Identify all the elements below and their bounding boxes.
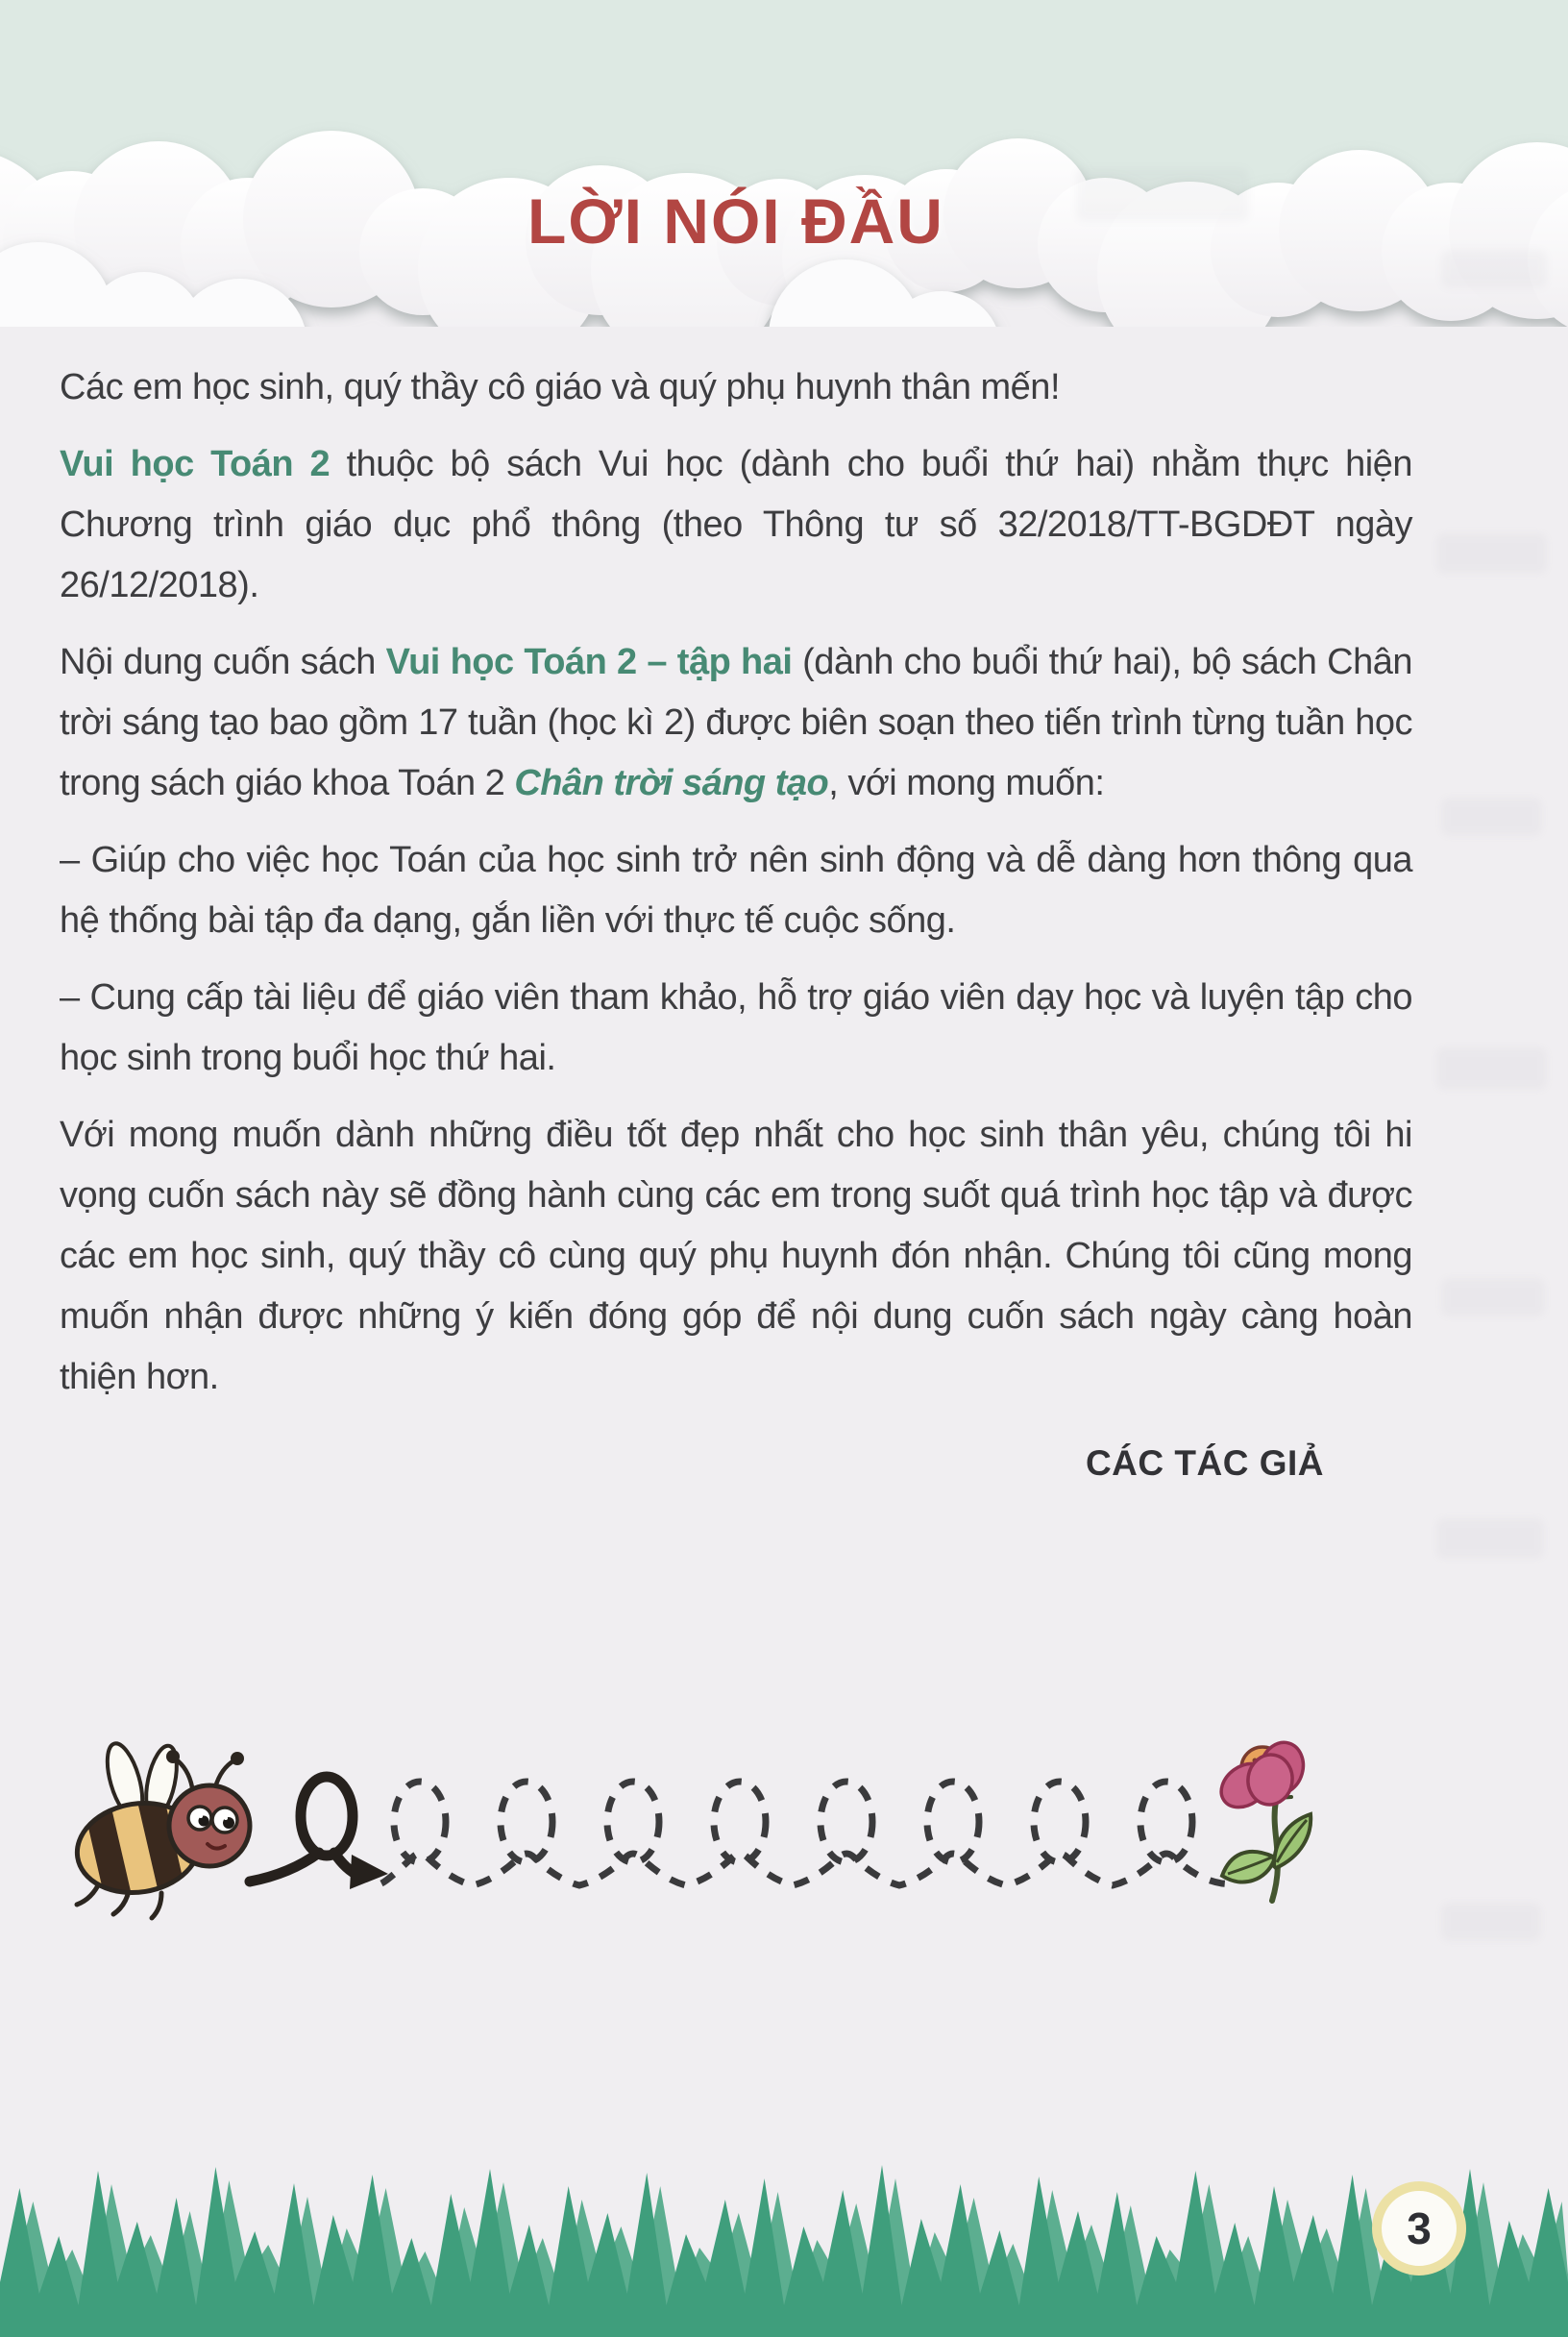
page-title: LỜI NÓI ĐẦU: [527, 185, 944, 257]
greeting-text: Các em học sinh, quý thầy cô giáo và quý phụ huynh thân mến!: [60, 367, 1060, 407]
overview-post: , với mong muốn:: [828, 763, 1105, 803]
dashed-loop-flight-path: [381, 1782, 1234, 1885]
flight-scene-illustration: [0, 1730, 1568, 1951]
paragraph-book-intro-text: thuộc bộ sách Vui học (dành cho buổi thứ hai) nhằm thực hiện Chương trình giáo dục phổ thông (theo Thông tư số 32/2018/TT-BGDĐT ngày 26/12/2018).: [60, 444, 1412, 605]
bleed-through-smudge: [1436, 1047, 1547, 1090]
series-name-highlight: Chân trời sáng tạo: [514, 763, 829, 803]
overview-mid: (dành cho buổi thứ hai), bộ sách Chân trời sáng tạo bao gồm 17 tuần (học kì 2) được biên soạn theo tiến trình từng tuần học trong sách giáo khoa Toán 2: [60, 642, 1412, 803]
flight-path-solid-loop: [250, 1777, 388, 1889]
page-number: 3: [1407, 2203, 1432, 2253]
paragraph-goal-2: [60, 968, 1412, 1089]
book-name-highlight: Vui học Toán 2: [60, 444, 331, 484]
paragraph-closing: [60, 1105, 1412, 1408]
bleed-through-smudge: [1441, 250, 1547, 288]
bee-icon: [69, 1739, 250, 1918]
cloud-border-decoration: [0, 0, 1568, 327]
closing-text: Với mong muốn dành những điều tốt đẹp nhất cho học sinh thân yêu, chúng tôi hi vọng cuốn sách này sẽ đồng hành cùng các em trong suốt quá trình học tập và được các em học sinh, quý thầy cô cùng quý phụ huynh đón nhận. Chúng tôi cũng mong muốn nhận được những ý kiến đóng góp để nội dung cuốn sách ngày càng hoàn thiện hơn.: [60, 1115, 1412, 1397]
authors-signature: CÁC TÁC GIẢ: [1085, 1443, 1324, 1483]
bleed-through-smudge: [1441, 1278, 1545, 1316]
paragraph-greeting: [60, 357, 1412, 418]
paragraph-content-overview: [60, 632, 1412, 814]
goal-1-text: – Giúp cho việc học Toán của học sinh trở nên sinh động và dễ dàng hơn thông qua hệ thống bài tập đa dạng, gắn liền với thực tế cuộc sống.: [60, 840, 1412, 941]
bleed-through-smudge: [1436, 533, 1547, 574]
overview-pre: Nội dung cuốn sách: [60, 642, 386, 682]
bleed-through-smudge: [1436, 1518, 1544, 1559]
preface-text: [60, 357, 1412, 1493]
flower-icon: [1213, 1737, 1311, 1901]
paragraph-goal-1: [60, 830, 1412, 951]
page-number-badge: [1372, 2181, 1466, 2276]
paragraph-book-intro: [60, 434, 1412, 616]
bleed-through-smudge: [1441, 798, 1542, 836]
grass-border-decoration: [0, 2130, 1568, 2337]
goal-2-text: – Cung cấp tài liệu để giáo viên tham khảo, hỗ trợ giáo viên dạy học và luyện tập cho học sinh trong buổi học thứ hai.: [60, 977, 1412, 1078]
book-volume-highlight: Vui học Toán 2 – tập hai: [385, 642, 793, 682]
